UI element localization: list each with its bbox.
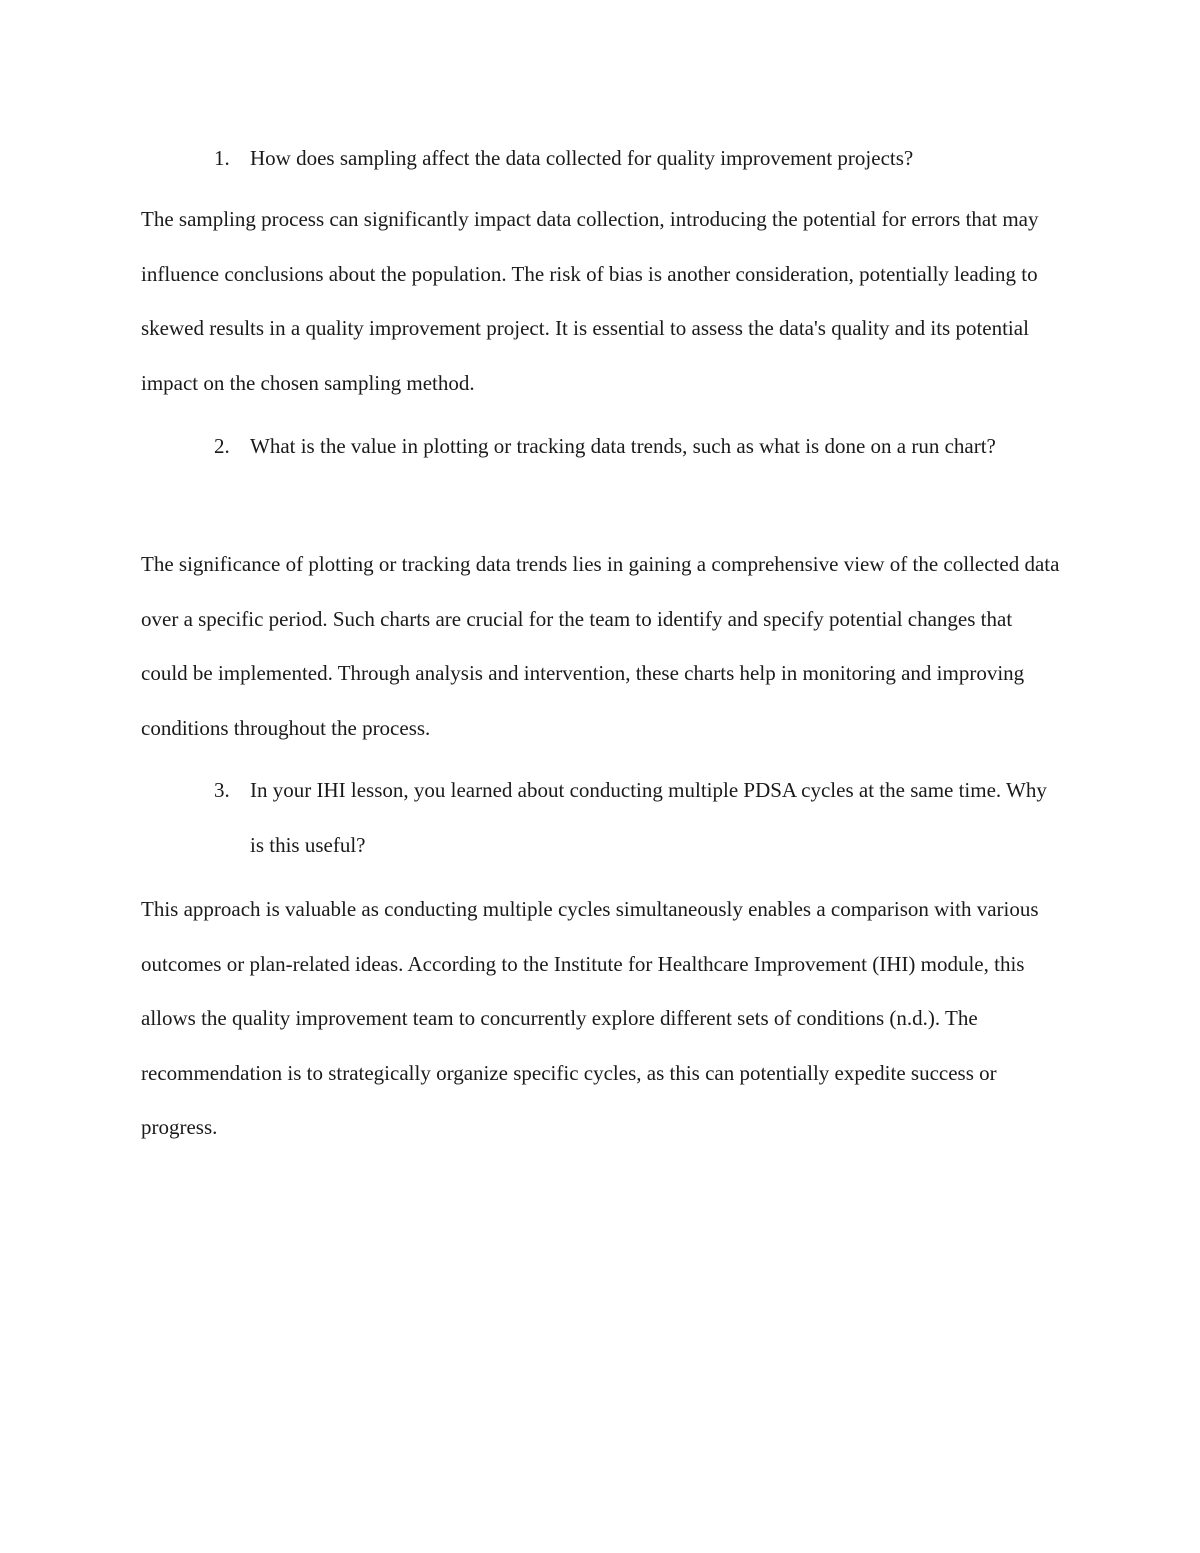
question-number: 2. (214, 434, 230, 458)
question-text: In your IHI lesson, you learned about conducting multiple PDSA cycles at the same time. Why is this useful? (250, 778, 1047, 857)
answer-3: This approach is valuable as conducting multiple cycles simultaneously enables a comparison with various outcomes or plan-related ideas. According to the Institute for Healthcare Improvement (IHI) module, this allows the quality improvement team to concurrently explore different sets of conditions (n.d.). The recommendation is to strategically organize specific cycles, as this can potentially expedite success or progress. (141, 897, 1039, 1139)
question-text: What is the value in plotting or tracking data trends, such as what is done on a run chart? (250, 434, 996, 458)
question-text: How does sampling affect the data collected for quality improvement projects? (250, 146, 914, 170)
question-1 (214, 131, 1054, 186)
question-2 (214, 419, 1054, 474)
question-3 (214, 763, 1054, 873)
question-number: 3. (214, 778, 230, 802)
answer-2: The significance of plotting or tracking data trends lies in gaining a comprehensive view of the collected data over a specific period. Such charts are crucial for the team to identify and specify potential changes that could be implemented. Through analysis and intervention, these charts help in monitoring and improving conditions throughout the process. (141, 552, 1060, 740)
question-number: 1. (214, 146, 230, 170)
answer-1: The sampling process can significantly impact data collection, introducing the potential for errors that may influence conclusions about the population. The risk of bias is another consideration, potentially leading to skewed results in a quality improvement project. It is essential to assess the data's quality and its potential impact on the chosen sampling method. (141, 207, 1039, 395)
